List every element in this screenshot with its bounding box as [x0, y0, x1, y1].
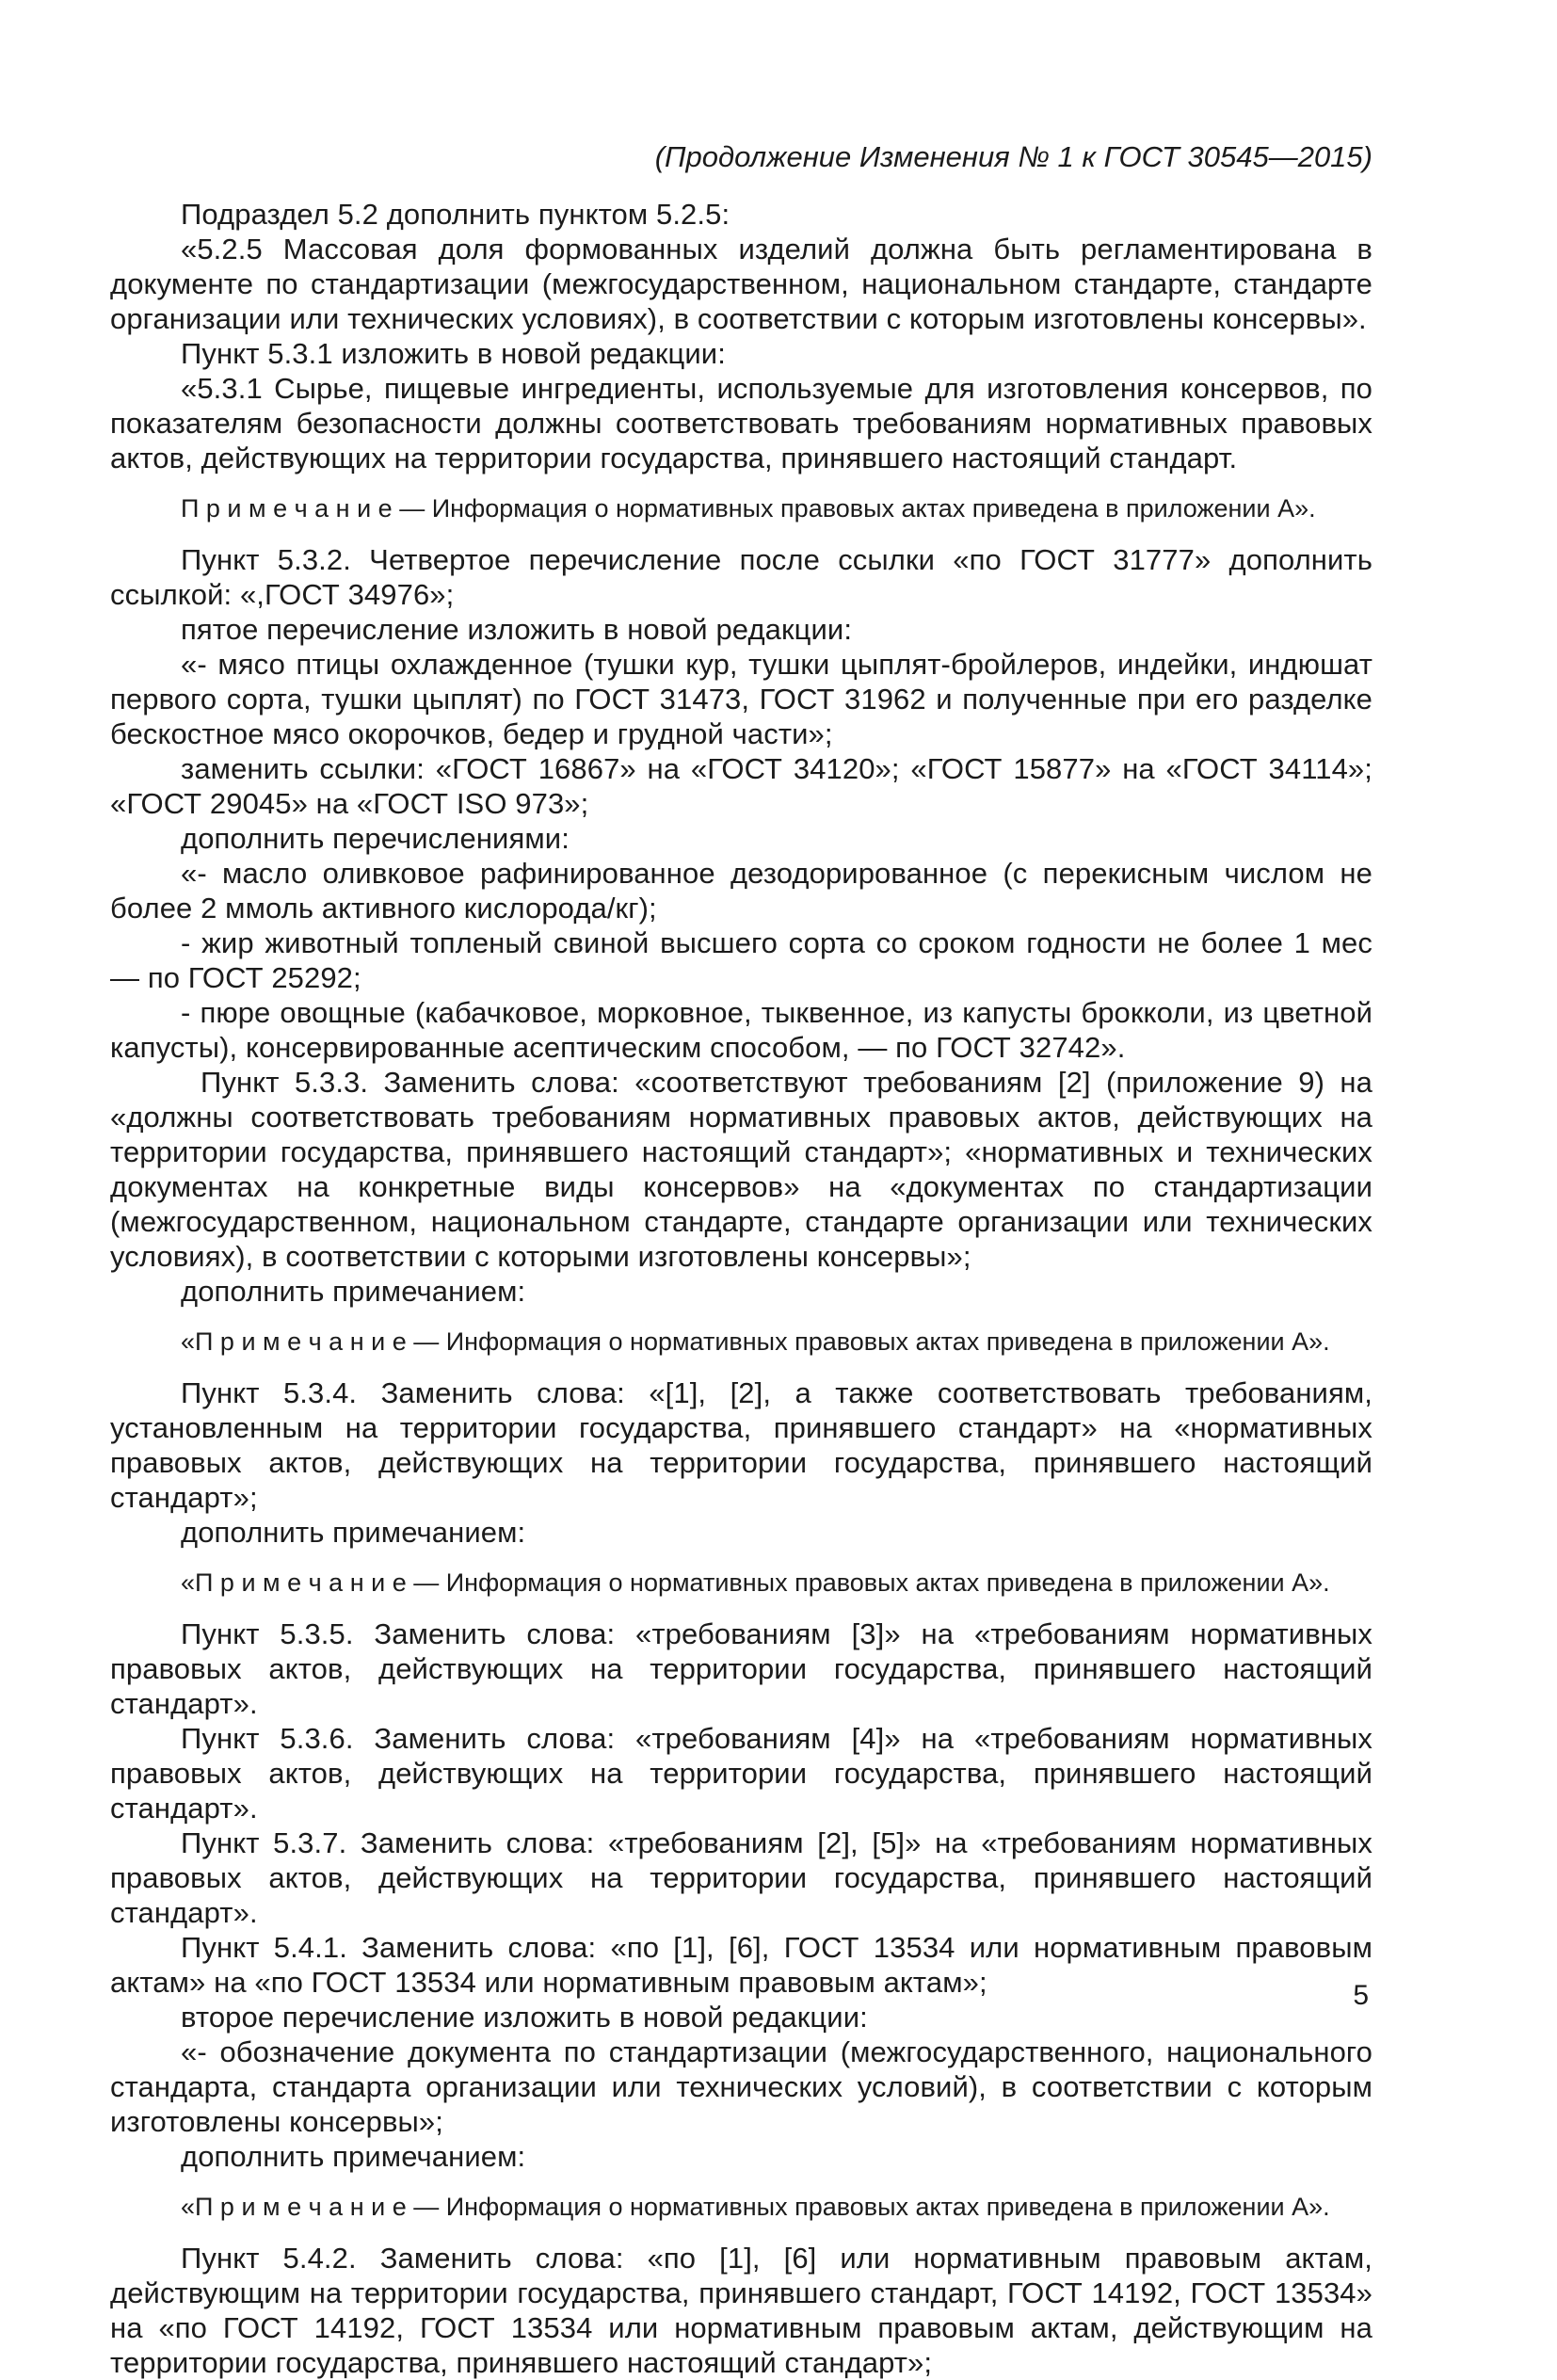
page-number: 5	[1353, 1980, 1369, 2011]
note-5-3-4: «П р и м е ч а н и е — Информация о нормативных правовых актах приведена в приложении А».	[181, 1568, 1330, 1597]
paragraph-subsection-5-2: Подраздел 5.2 дополнить пунктом 5.2.5:	[181, 198, 730, 231]
paragraph-item-5-3-7: Пункт 5.3.7. Заменить слова: «требованиям [2], [5]» на «требованиям нормативных правовых актов, действующих на территории государства, принявшего настоящий стандарт».	[110, 1826, 1372, 1929]
paragraph-item-5-3-1-intro: Пункт 5.3.1 изложить в новой редакции:	[181, 337, 726, 370]
note-5-3-1: П р и м е ч а н и е — Информация о нормативных правовых актах приведена в приложении А».	[181, 494, 1316, 523]
paragraph-item-5-3-3: Пункт 5.3.3. Заменить слова: «соответствуют требованиям [2] (приложение 9) на «должны соответствовать требованиям нормативных правовых актов, действующих на территории государства, принявшего настоящий стандарт»; «нормативных и технических документах на конкретные виды консервов» на «документах по стандартизации (межгосударственном, национальном стандарте, стандарте организации или технических условиях), в соответствии с которыми изготовлены консервы»;	[110, 1066, 1372, 1273]
paragraph-second-listing-intro: второе перечисление изложить в новой редакции:	[181, 2001, 868, 2034]
paragraph-item-5-4-2: Пункт 5.4.2. Заменить слова: «по [1], [6] или нормативным правовым актам, действующим на территории государства, принявшего стандарт, ГОСТ 14192, ГОСТ 13534» на «по ГОСТ 14192, ГОСТ 13534 или нормативным правовым актам, действующим на территории государства, принявшего настоящий стандарт»;	[110, 2242, 1372, 2379]
paragraph-add-note-intro-1: дополнить примечанием:	[181, 1275, 526, 1308]
paragraph-item-5-3-2: Пункт 5.3.2. Четвертое перечисление после ссылки «по ГОСТ 31777» дополнить ссылкой: «,ГОСТ 34976»;	[110, 543, 1372, 611]
paragraph-add-note-intro-2: дополнить примечанием:	[181, 1516, 526, 1549]
paragraph-animal-fat-listing: - жир животный топленый свиной высшего сорта со сроком годности не более 1 мес — по ГОСТ 25292;	[110, 926, 1372, 994]
paragraph-5-2-5: «5.2.5 Массовая доля формованных изделий должна быть регламентирована в документе по стандартизации (межгосударственном, национальном стандарте, стандарте организации или технических условиях), в соответствии с которым изготовлены консервы».	[110, 233, 1372, 335]
paragraph-designation-listing: «- обозначение документа по стандартизации (межгосударственного, национального стандарта, стандарта организации или технических условий), в соответствии с которым изготовлены консервы»;	[110, 2035, 1372, 2138]
paragraph-fifth-listing-intro: пятое перечисление изложить в новой редакции:	[181, 613, 853, 646]
note-5-4-1: «П р и м е ч а н и е — Информация о нормативных правовых актах приведена в приложении А».	[181, 2193, 1330, 2221]
paragraph-replace-references: заменить ссылки: «ГОСТ 16867» на «ГОСТ 34120»; «ГОСТ 15877» на «ГОСТ 34114»; «ГОСТ 29045» на «ГОСТ ISO 973»;	[110, 752, 1372, 820]
paragraph-item-5-3-5: Пункт 5.3.5. Заменить слова: «требованиям [3]» на «требованиям нормативных правовых актов, действующих на территории государства, принявшего настоящий стандарт».	[110, 1617, 1372, 1720]
paragraph-item-5-3-4: Пункт 5.3.4. Заменить слова: «[1], [2], а также соответствовать требованиям, установленным на территории государства, принявшего стандарт» на «нормативных правовых актов, действующих на территории государства, принявшего настоящий стандарт»;	[110, 1376, 1372, 1514]
paragraph-poultry-listing: «- мясо птицы охлажденное (тушки кур, тушки цыплят-бройлеров, индейки, индюшат первого сорта, тушки цыплят) по ГОСТ 31473, ГОСТ 31962 и полученные при его разделке бескостное мясо окорочков, бедер и грудной части»;	[110, 648, 1372, 750]
running-header: (Продолжение Изменения № 1 к ГОСТ 30545—2015)	[654, 140, 1372, 173]
paragraph-5-3-1: «5.3.1 Сырье, пищевые ингредиенты, используемые для изготовления консервов, по показателям безопасности должны соответствовать требованиям нормативных правовых актов, действующих на территории государства, принявшего настоящий стандарт.	[110, 372, 1372, 474]
paragraph-add-note-intro-3: дополнить примечанием:	[181, 2140, 526, 2173]
paragraph-item-5-3-6: Пункт 5.3.6. Заменить слова: «требованиям [4]» на «требованиям нормативных правовых актов, действующих на территории государства, принявшего настоящий стандарт».	[110, 1722, 1372, 1825]
document-body	[110, 197, 1372, 2380]
paragraph-item-5-4-1: Пункт 5.4.1. Заменить слова: «по [1], [6], ГОСТ 13534 или нормативным правовым актам» на «по ГОСТ 13534 или нормативным правовым актам»;	[110, 1931, 1372, 1999]
paragraph-add-listings-intro: дополнить перечислениями:	[181, 822, 570, 855]
note-5-3-3: «П р и м е ч а н и е — Информация о нормативных правовых актах приведена в приложении А».	[181, 1327, 1330, 1356]
paragraph-vegetable-puree-listing: - пюре овощные (кабачковое, морковное, тыквенное, из капусты брокколи, из цветной капусты), консервированные асептическим способом, — по ГОСТ 32742».	[110, 996, 1372, 1064]
paragraph-olive-oil-listing: «- масло оливковое рафинированное дезодорированное (с перекисным числом не более 2 ммоль активного кислорода/кг);	[110, 857, 1372, 925]
